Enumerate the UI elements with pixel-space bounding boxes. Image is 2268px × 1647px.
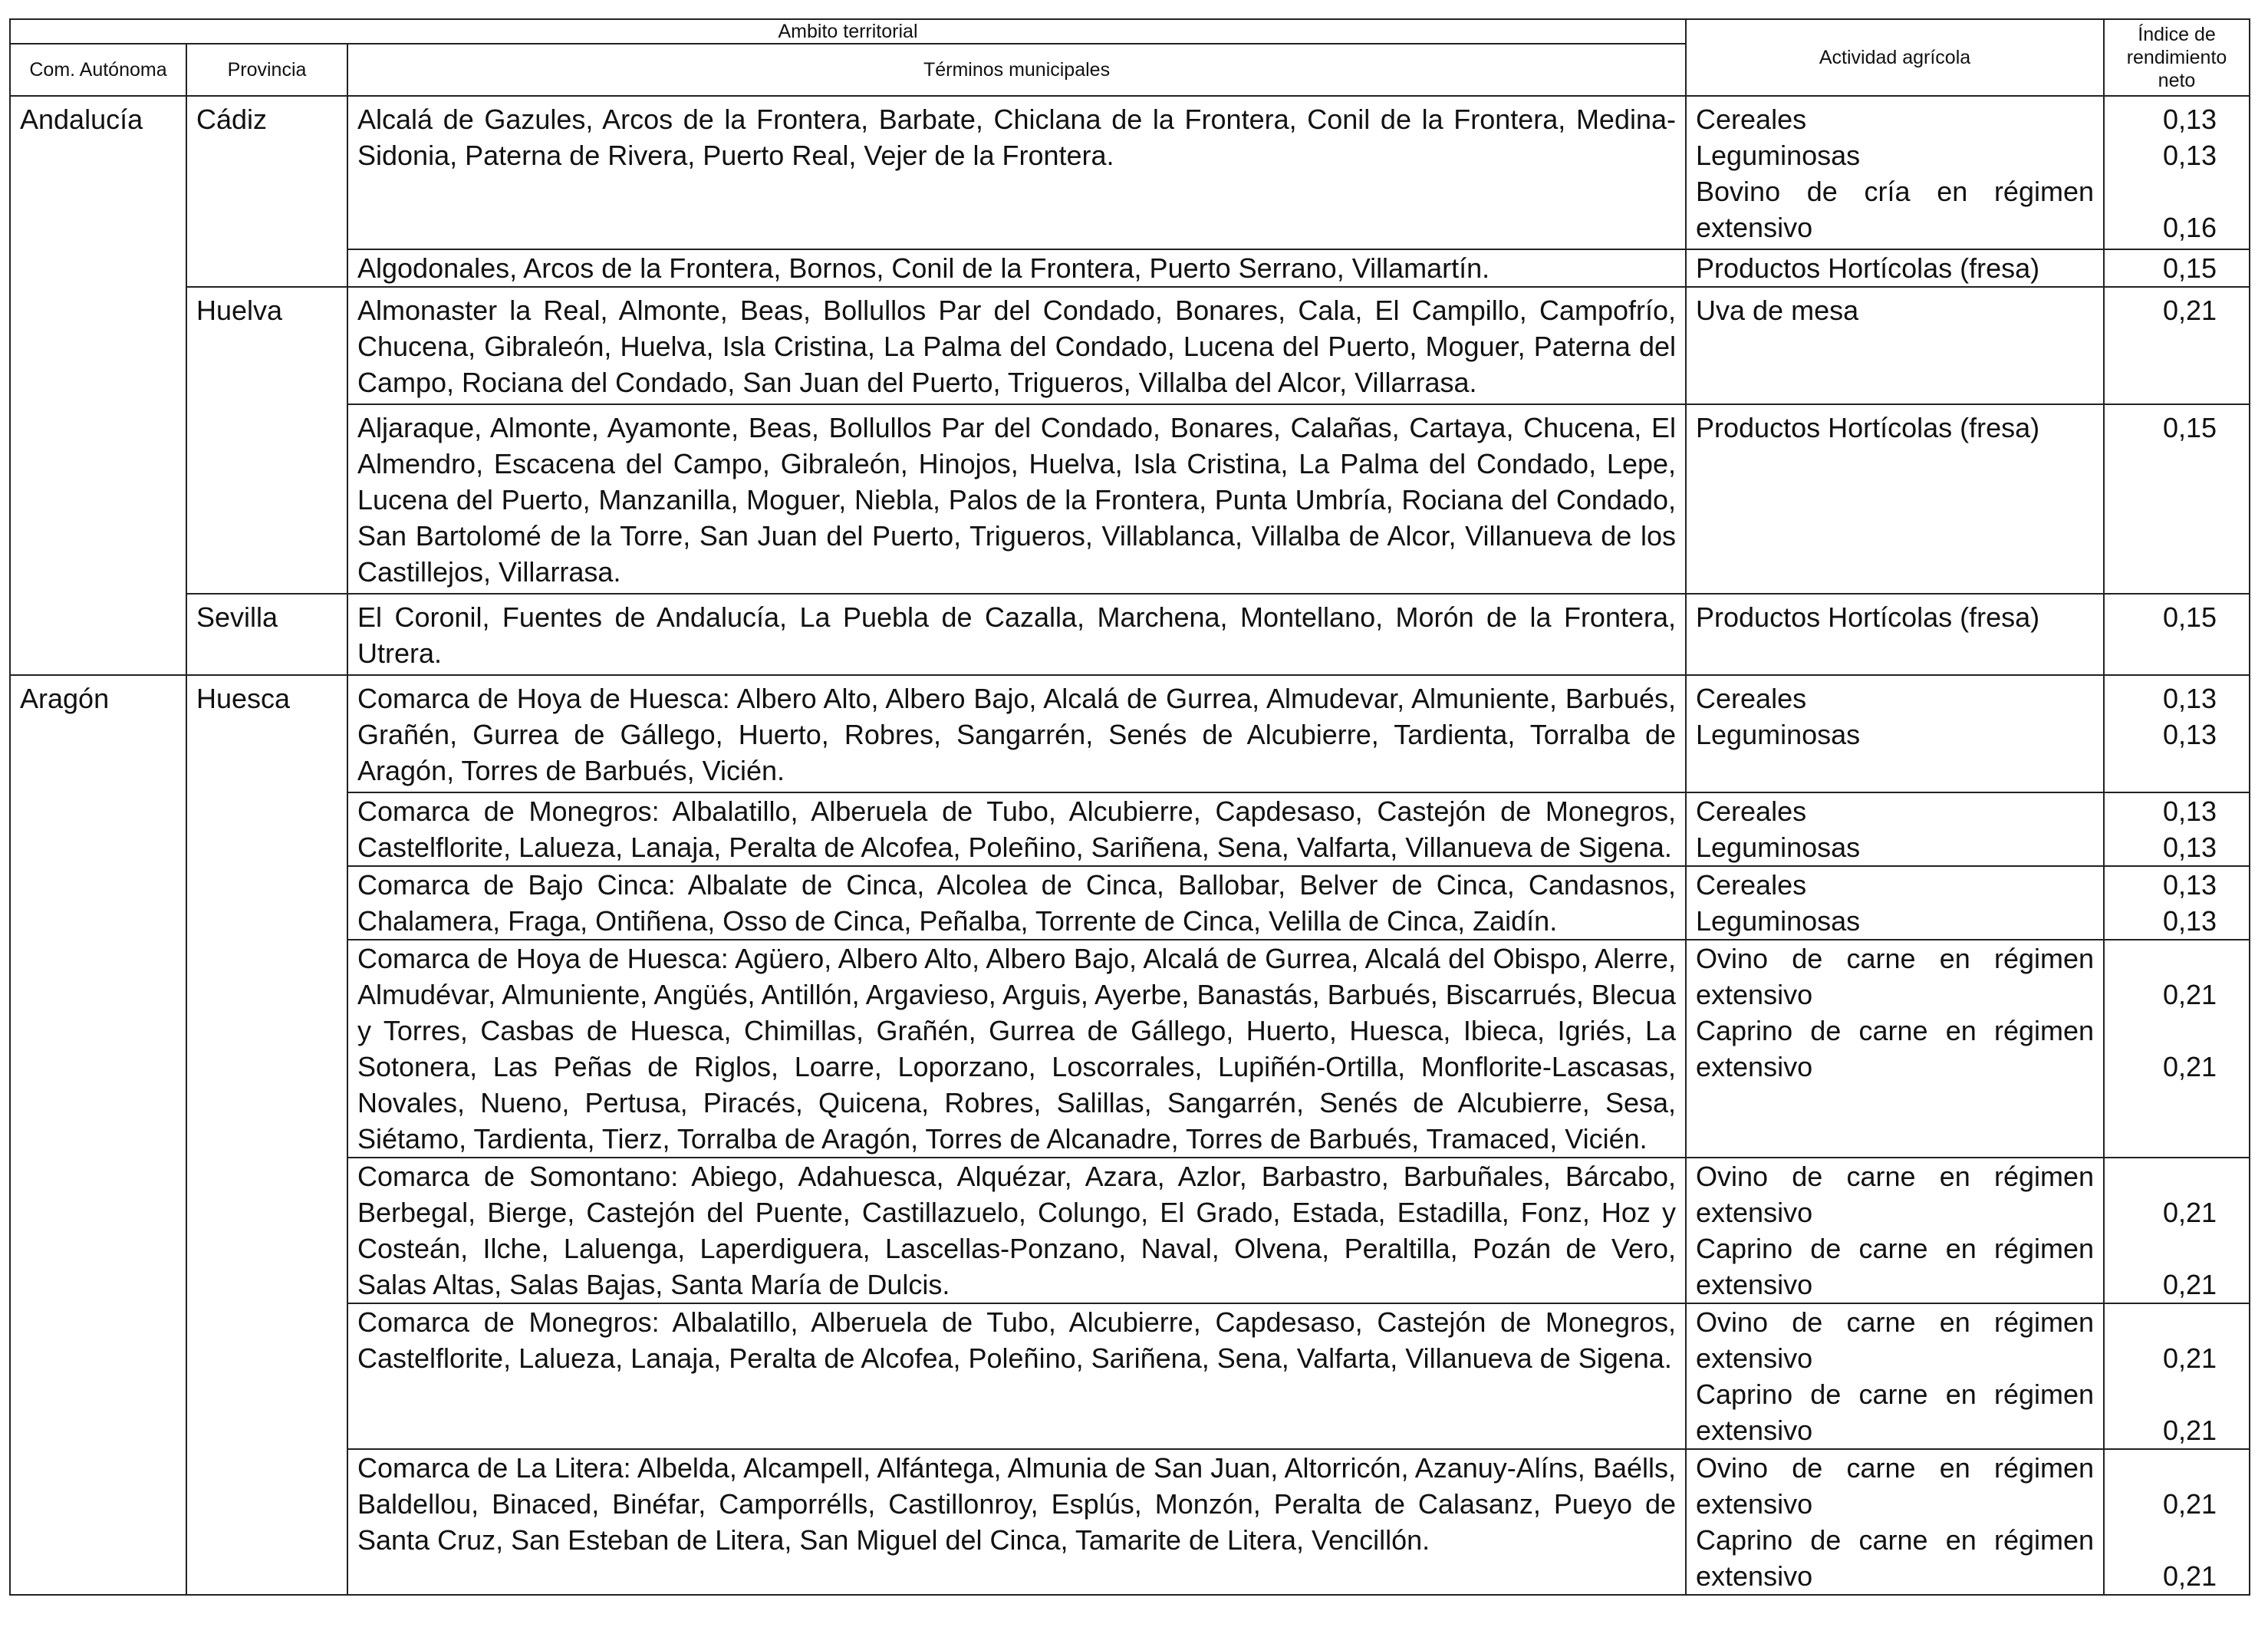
- terminos-cell: El Coronil, Fuentes de Andalucía, La Puebla de Cazalla, Marchena, Montellano, Morón de la Frontera, Utrera.: [347, 594, 1686, 675]
- document-page: [9, 18, 2249, 1596]
- actividad-item: Leguminosas: [1696, 905, 1861, 937]
- indice-value: 0,21: [2162, 979, 2217, 1010]
- indice-value: 0,13: [2162, 869, 2217, 901]
- indice-cell: [2104, 404, 2250, 594]
- actividad-cell: [1686, 1158, 2104, 1303]
- actividad-item: Ovino de carne en régimen extensivo: [1696, 1161, 2095, 1228]
- header-terminos: Términos municipales: [347, 44, 1686, 96]
- indice-cell: [2104, 249, 2250, 287]
- indice-value: 0,13: [2162, 104, 2217, 135]
- indice-value: 0,15: [2162, 252, 2217, 284]
- indice-value: 0,13: [2162, 796, 2217, 827]
- com-andalucia: Andalucía: [10, 96, 186, 675]
- actividad-item: Caprino de carne en régimen extensivo: [1696, 1379, 2095, 1446]
- actividad-item: Productos Hortícolas (fresa): [1696, 601, 2040, 633]
- header-provincia: Provincia: [186, 44, 347, 96]
- actividad-item: Ovino de carne en régimen extensivo: [1696, 1306, 2095, 1374]
- terminos-cell: Aljaraque, Almonte, Ayamonte, Beas, Bollullos Par del Condado, Bonares, Calañas, Cartaya, Chucena, El Almendro, Escacena del Campo, Gibraleón, Hinojos, Huelva, Isla Cristina, La Palma del Condado, Lepe, Lucena del Puerto, Manzanilla, Moguer, Niebla, Palos de la Frontera, Punta Umbría, Rociana del Condado, San Bartolomé de la Torre, San Juan del Puerto, Trigueros, Villablanca, Villalba de Alcor, Villanueva de los Castillejos, Villarrasa.: [347, 404, 1686, 594]
- indice-value: 0,15: [2162, 601, 2217, 633]
- terminos-cell: Algodonales, Arcos de la Frontera, Bornos, Conil de la Frontera, Puerto Serrano, Villamartín.: [347, 249, 1686, 287]
- actividad-item: Leguminosas: [1696, 140, 1861, 171]
- actividad-item: Uva de mesa: [1696, 295, 1859, 326]
- indice-value: 0,21: [2162, 295, 2217, 326]
- actividad-cell: [1686, 866, 2104, 940]
- prov-huesca: Huesca: [186, 675, 347, 1595]
- header-com-autonoma: Com. Autónoma: [10, 44, 186, 96]
- indice-value: 0,13: [2162, 719, 2217, 750]
- actividad-item: Bovino de cría en régimen extensivo: [1696, 176, 2095, 243]
- indice-value: 0,13: [2162, 683, 2217, 714]
- indice-value: 0,21: [2162, 1488, 2217, 1520]
- header-indice: Índice de rendimiento neto: [2104, 19, 2250, 96]
- indice-value: 0,21: [2162, 1197, 2217, 1228]
- indice-cell: [2104, 866, 2250, 940]
- indice-cell: [2104, 96, 2250, 249]
- com-aragon: Aragón: [10, 675, 186, 1595]
- prov-cadiz: Cádiz: [186, 96, 347, 287]
- indice-value: 0,21: [2162, 1269, 2217, 1300]
- indice-value: 0,16: [2162, 212, 2217, 243]
- indice-value: 0,13: [2162, 905, 2217, 937]
- terminos-cell: Comarca de Hoya de Huesca: Agüero, Albero Alto, Albero Bajo, Alcalá de Gurrea, Alcalá del Obispo, Alerre, Almudévar, Almuniente, Angüés, Antillón, Argavieso, Arguis, Ayerbe, Banastás, Barbués, Biscarrués, Blecua y Torres, Casbas de Huesca, Chimillas, Grañén, Gurrea de Gállego, Huerto, Huesca, Ibieca, Igriés, La Sotonera, Las Peñas de Riglos, Loarre, Loporzano, Loscorrales, Lupiñén-Ortilla, Monflorite-Lascasas, Novales, Nueno, Pertusa, Piracés, Quicena, Robres, Salillas, Sangarrén, Senés de Alcubierre, Sesa, Siétamo, Tardienta, Tierz, Torralba de Aragón, Torres de Alcanadre, Torres de Barbués, Tramaced, Vicién.: [347, 940, 1686, 1158]
- indice-value: 0,15: [2162, 412, 2217, 443]
- actividad-item: Caprino de carne en régimen extensivo: [1696, 1233, 2095, 1300]
- actividad-cell: [1686, 940, 2104, 1158]
- actividad-item: Caprino de carne en régimen extensivo: [1696, 1015, 2095, 1082]
- header-ambito: Ambito territorial: [10, 19, 1686, 44]
- terminos-cell: Comarca de Monegros: Albalatillo, Alberuela de Tubo, Alcubierre, Capdesaso, Castejón de Monegros, Castelflorite, Lalueza, Lanaja, Peralta de Alcofea, Poleñino, Sariñena, Sena, Valfarta, Villanueva de Sigena.: [347, 1303, 1686, 1449]
- terminos-cell: Comarca de La Litera: Albelda, Alcampell, Alfántega, Almunia de San Juan, Altorricón, Azanuy-Alíns, Baélls, Baldellou, Binaced, Binéfar, Camporrélls, Castillonroy, Esplús, Monzón, Peralta de Calasanz, Pueyo de Santa Cruz, San Esteban de Litera, San Miguel del Cinca, Tamarite de Litera, Vencillón.: [347, 1449, 1686, 1595]
- terminos-cell: Comarca de Bajo Cinca: Albalate de Cinca, Alcolea de Cinca, Ballobar, Belver de Cinca, Candasnos, Chalamera, Fraga, Ontiñena, Osso de Cinca, Peñalba, Torrente de Cinca, Velilla de Cinca, Zaidín.: [347, 866, 1686, 940]
- prov-sevilla: Sevilla: [186, 594, 347, 675]
- territorial-table: [9, 18, 2250, 1596]
- indice-cell: [2104, 1158, 2250, 1303]
- terminos-cell: Comarca de Monegros: Albalatillo, Alberuela de Tubo, Alcubierre, Capdesaso, Castejón de Monegros, Castelflorite, Lalueza, Lanaja, Peralta de Alcofea, Poleñino, Sariñena, Sena, Valfarta, Villanueva de Sigena.: [347, 792, 1686, 866]
- actividad-item: Cereales: [1696, 796, 1807, 827]
- actividad-cell: [1686, 287, 2104, 404]
- prov-huelva: Huelva: [186, 287, 347, 594]
- indice-value: 0,21: [2162, 1342, 2217, 1374]
- actividad-cell: [1686, 404, 2104, 594]
- actividad-cell: [1686, 1303, 2104, 1449]
- indice-value: 0,21: [2162, 1415, 2217, 1446]
- indice-value: 0,13: [2162, 832, 2217, 863]
- indice-cell: [2104, 1449, 2250, 1595]
- actividad-cell: [1686, 675, 2104, 792]
- actividad-item: Cereales: [1696, 869, 1807, 901]
- terminos-cell: Comarca de Hoya de Huesca: Albero Alto, Albero Bajo, Alcalá de Gurrea, Almudevar, Almuniente, Barbués, Grañén, Gurrea de Gállego, Huerto, Robres, Sangarrén, Senés de Alcubierre, Tardienta, Torralba de Aragón, Torres de Barbués, Vicién.: [347, 675, 1686, 792]
- terminos-cell: Comarca de Somontano: Abiego, Adahuesca, Alquézar, Azara, Azlor, Barbastro, Barbuñales, Bárcabo, Berbegal, Bierge, Castejón del Puente, Castillazuelo, Colungo, El Grado, Estada, Estadilla, Fonz, Hoz y Costeán, Ilche, Laluenga, Laperdiguera, Lascellas-Ponzano, Naval, Olvena, Peraltilla, Pozán de Vero, Salas Altas, Salas Bajas, Santa María de Dulcis.: [347, 1158, 1686, 1303]
- terminos-cell: Alcalá de Gazules, Arcos de la Frontera, Barbate, Chiclana de la Frontera, Conil de la Frontera, Medina-Sidonia, Paterna de Rivera, Puerto Real, Vejer de la Frontera.: [347, 96, 1686, 249]
- indice-cell: [2104, 940, 2250, 1158]
- indice-cell: [2104, 675, 2250, 792]
- terminos-cell: Almonaster la Real, Almonte, Beas, Bollullos Par del Condado, Bonares, Cala, El Campillo, Campofrío, Chucena, Gibraleón, Huelva, Isla Cristina, La Palma del Condado, Lucena del Puerto, Moguer, Paterna del Campo, Rociana del Condado, San Juan del Puerto, Trigueros, Villalba del Alcor, Villarrasa.: [347, 287, 1686, 404]
- actividad-cell: [1686, 792, 2104, 866]
- actividad-item: Cereales: [1696, 683, 1807, 714]
- actividad-cell: [1686, 594, 2104, 675]
- indice-value: 0,21: [2162, 1051, 2217, 1082]
- actividad-item: Productos Hortícolas (fresa): [1696, 252, 2040, 284]
- indice-cell: [2104, 1303, 2250, 1449]
- actividad-item: Productos Hortícolas (fresa): [1696, 412, 2040, 443]
- indice-value: 0,21: [2162, 1560, 2217, 1592]
- actividad-cell: [1686, 96, 2104, 249]
- indice-cell: [2104, 287, 2250, 404]
- indice-cell: [2104, 594, 2250, 675]
- actividad-item: Leguminosas: [1696, 832, 1861, 863]
- actividad-item: Ovino de carne en régimen extensivo: [1696, 1452, 2095, 1520]
- header-actividad: Actividad agrícola: [1686, 19, 2104, 96]
- actividad-item: Leguminosas: [1696, 719, 1861, 750]
- actividad-item: Caprino de carne en régimen extensivo: [1696, 1524, 2095, 1592]
- actividad-cell: [1686, 1449, 2104, 1595]
- indice-value: 0,13: [2162, 140, 2217, 171]
- indice-cell: [2104, 792, 2250, 866]
- actividad-cell: [1686, 249, 2104, 287]
- actividad-item: Ovino de carne en régimen extensivo: [1696, 943, 2095, 1010]
- actividad-item: Cereales: [1696, 104, 1807, 135]
